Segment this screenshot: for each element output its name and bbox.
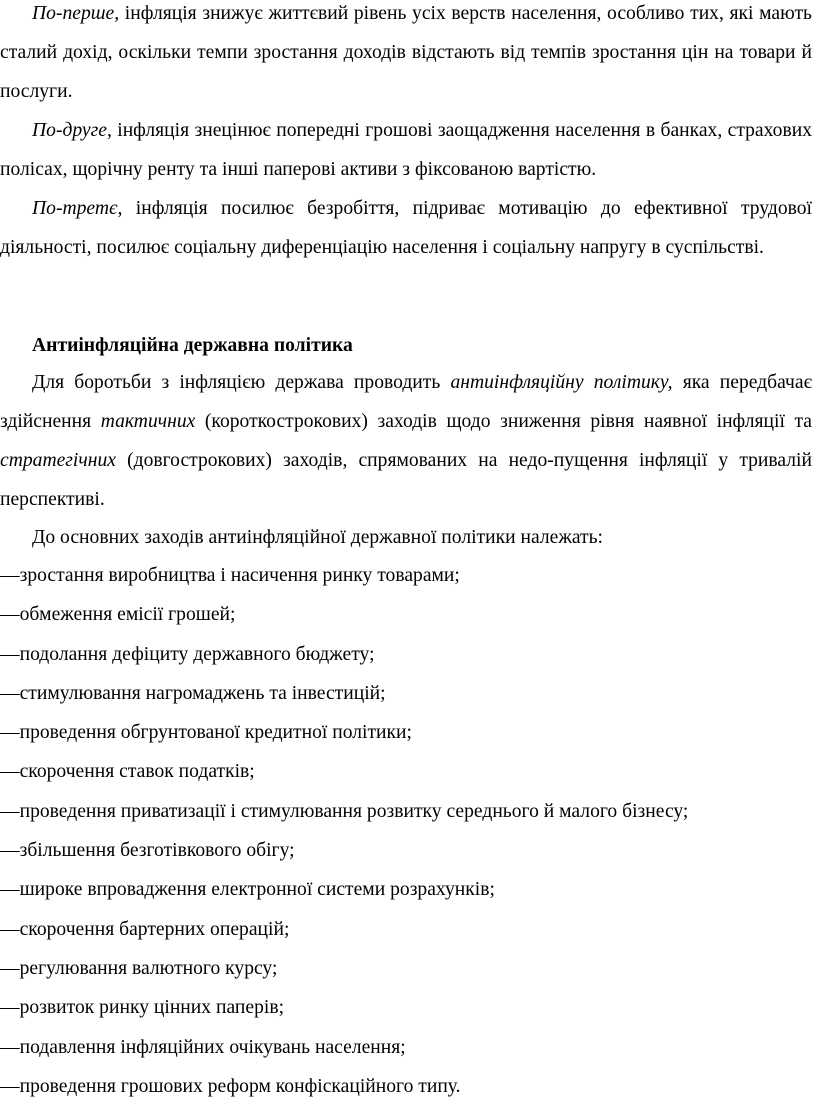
list-item: —скорочення бартерних операцій;: [0, 918, 290, 940]
measures-intro: До основних заходів антиінфляційної державної політики належать:: [32, 527, 603, 548]
list-item: —обмеження емісії грошей;: [0, 604, 236, 626]
paragraph-third-lead: По-третє,: [32, 198, 123, 219]
section-heading: Антиінфляційна державна політика: [32, 335, 353, 356]
list-item: —розвиток ринку цінних паперів;: [0, 997, 285, 1019]
paragraph-policy: [0, 363, 812, 519]
policy-term-tactical: тактичних: [100, 411, 196, 432]
policy-text-2: яка передбачає здійснення: [0, 372, 812, 432]
list-item: —стимулювання нагромаджень та інвестицій;: [0, 682, 386, 704]
paragraph-third: [0, 189, 812, 267]
list-item: —подолання дефіциту державного бюджету;: [0, 643, 375, 665]
policy-text-4: (довгострокових) заходів, спрямованих на недо-пущення інфляції у тривалій перспективі.: [0, 450, 812, 510]
policy-text-3: (короткострокових) заходів щодо зниження рівня наявної інфляції та: [195, 411, 812, 432]
paragraph-second: [0, 111, 812, 189]
list-item: —проведення грошових реформ конфіскаційного типу.: [0, 1075, 461, 1097]
list-item: —регулювання валютного курсу;: [0, 957, 278, 979]
paragraph-second-text: інфляція знецінює попередні грошові заощадження населення в банках, страхових полісах, щорічну ренту та інші паперові активи з фіксованою вартістю.: [0, 120, 812, 180]
policy-term-strategic: стратегічних: [0, 450, 116, 471]
paragraph-first: [0, 0, 812, 111]
list-item: —скорочення ставок податків;: [0, 761, 255, 783]
list-item: —проведення приватизації і стимулювання розвитку середнього й малого бізнесу;: [0, 800, 689, 822]
paragraph-first-lead: По-перше,: [32, 3, 120, 24]
list-item: —широке впровадження електронної системи розрахунків;: [0, 879, 495, 901]
list-item: —подавлення інфляційних очікувань населення;: [0, 1036, 406, 1058]
policy-text-1: Для боротьби з інфляцією держава проводить: [32, 372, 451, 393]
paragraph-third-text: інфляція посилює безробіття, підриває мотивацію до ефективної трудової діяльності, посилює соціальну диференціацію населення і соціальну напругу в суспільстві.: [0, 198, 812, 258]
paragraph-first-text: інфляція знижує життєвий рівень усіх верств населення, особливо тих, які мають сталий дохід, оскільки темпи зростання доходів відстають від темпів зростання цін на товари й послуги.: [0, 3, 812, 102]
list-item: —проведення обгрунтованої кредитної політики;: [0, 722, 412, 744]
list-item: —збільшення безготівкового обігу;: [0, 840, 295, 862]
measures-list: [0, 556, 688, 1106]
policy-term-antiinflation: антиінфляційну політику,: [450, 372, 673, 393]
list-item: —зростання виробництва і насичення ринку товарами;: [0, 565, 460, 586]
paragraph-second-lead: По-друге,: [32, 120, 112, 141]
